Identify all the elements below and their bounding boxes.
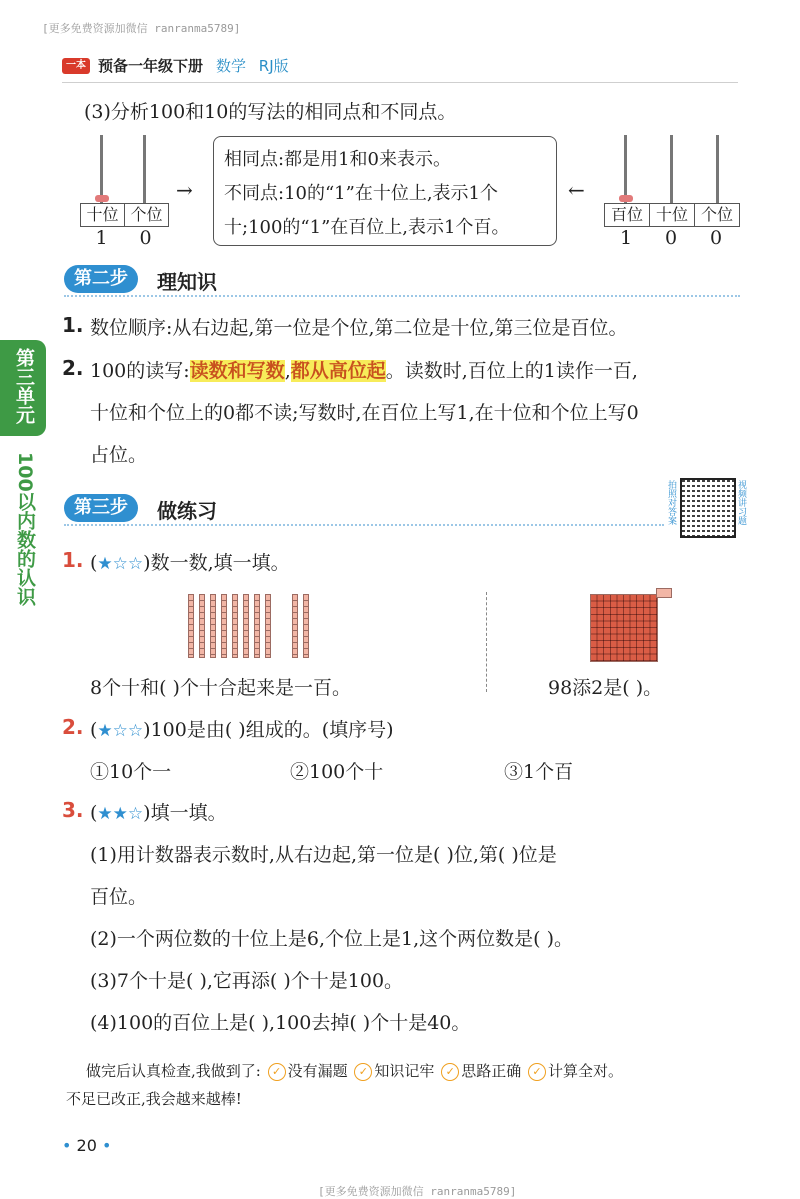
self-check-line2: 不足已改正,我会越来越棒! — [66, 1090, 242, 1108]
knowledge-item-2 — [90, 356, 638, 383]
self-check — [86, 1060, 623, 1081]
question-number: 3. — [62, 798, 84, 822]
q3-sub-2: (2)一个两位数的十位上是6,个位上是1,这个两位数是( )。 — [90, 928, 574, 950]
knowledge-number: 2. — [62, 356, 84, 380]
abacus-bead — [95, 195, 109, 202]
self-check-item: 思路正确 — [461, 1062, 522, 1080]
analysis-line: 不同点:10的“1”在十位上,表示1个 — [224, 183, 498, 204]
knowledge-number: 1. — [62, 313, 84, 337]
abacus-digit: 1 — [619, 227, 633, 249]
q3-sub-3: (3)7个十是( ),它再添( )个十是100。 — [90, 970, 404, 992]
step2-title: 理知识 — [157, 270, 217, 294]
question-1: (★☆☆)数一数,填一填。 — [90, 552, 290, 574]
q2-option[interactable]: ③1个百 — [504, 761, 574, 783]
knowledge-item-1: 数位顺序:从右边起,第一位是个位,第二位是十位,第三位是百位。 — [90, 317, 628, 339]
page-dot-icon: • — [62, 1136, 72, 1155]
knowledge-text: 。读数时,百位上的1读作一百, — [385, 360, 638, 382]
question-prompt: 数一数,填一填。 — [150, 552, 290, 574]
unit-tab — [0, 340, 46, 436]
edition-label: RJ版 — [258, 57, 289, 75]
knowledge-item-2-line3: 占位。 — [90, 444, 148, 466]
question-2: (★☆☆)100是由( )组成的。(填序号) — [90, 719, 394, 741]
knowledge-text: , — [284, 360, 291, 382]
step3-title: 做练习 — [157, 499, 217, 523]
q3-sub-1-line2: 百位。 — [90, 886, 148, 908]
check-icon: ✓ — [268, 1063, 286, 1081]
book-title: 预备一年级下册 — [98, 57, 204, 75]
self-check-item: 知识记牢 — [374, 1062, 435, 1080]
q3-sub-1: (1)用计数器表示数时,从右边起,第一位是( )位,第( )位是 — [90, 844, 557, 866]
abacus-left — [80, 135, 170, 247]
qr-code-icon[interactable] — [680, 478, 736, 538]
abacus-rod — [143, 135, 146, 205]
abacus-rod — [670, 135, 673, 205]
ten-rods-figure — [188, 594, 328, 660]
self-check-item: 没有漏题 — [287, 1062, 348, 1080]
single-cubes-figure — [656, 588, 672, 598]
difficulty-stars: ★☆☆ — [97, 721, 144, 741]
abacus-digit: 0 — [709, 227, 723, 249]
abacus-right — [604, 135, 740, 247]
q3-sub-4: (4)100的百位上是( ),100去掉( )个十是40。 — [90, 1012, 471, 1034]
check-icon: ✓ — [441, 1063, 459, 1081]
qr-caption-right: 视频讲习题 — [736, 480, 746, 525]
question-number: 2. — [62, 715, 84, 739]
qr-caption-left: 拍照对答案 — [666, 480, 676, 525]
check-icon: ✓ — [528, 1063, 546, 1081]
analysis-line: 十;100的“1”在百位上,表示1个百。 — [224, 217, 510, 238]
highlight-text: 读数和写数 — [189, 360, 285, 382]
highlight-text: 都从高位起 — [290, 360, 386, 382]
arrow-left-icon: ← — [568, 178, 585, 202]
part3-heading: (3)分析100和10的写法的相同点和不同点。 — [84, 101, 457, 123]
watermark-top: [更多免费资源加微信 ranranma5789] — [42, 22, 241, 35]
hundred-block-figure — [590, 594, 658, 662]
question-prompt: 填一填。 — [150, 802, 227, 824]
question-3: (★★☆)填一填。 — [90, 802, 227, 824]
step3-divider — [64, 524, 664, 526]
page-number — [62, 1136, 111, 1155]
self-check-item: 计算全对。 — [548, 1062, 624, 1080]
arrow-right-icon: → — [176, 178, 193, 202]
q1-left-caption: 8个十和( )个十合起来是一百。 — [90, 677, 351, 699]
subject-label: 数学 — [216, 57, 247, 75]
knowledge-item-2-line2: 十位和个位上的0都不读;写数时,在百位上写1,在十位和个位上写0 — [90, 402, 639, 424]
page-number-value: 20 — [76, 1136, 97, 1155]
place-label: 十位 — [649, 203, 695, 227]
abacus-bead — [619, 195, 633, 202]
figure-divider — [486, 592, 487, 692]
q2-option[interactable]: ②100个十 — [290, 761, 384, 783]
place-label: 个位 — [694, 203, 740, 227]
abacus-digit: 0 — [664, 227, 678, 249]
book-badge: 一本 — [62, 58, 90, 74]
place-label: 百位 — [604, 203, 650, 227]
knowledge-text: 100的读写: — [90, 360, 190, 382]
question-prompt: 100是由( )组成的。(填序号) — [150, 719, 394, 741]
abacus-rod — [716, 135, 719, 205]
page-dot-icon: • — [101, 1136, 112, 1155]
analysis-line: 相同点:都是用1和0来表示。 — [224, 149, 451, 170]
header-divider — [62, 82, 738, 83]
difficulty-stars: ★☆☆ — [97, 554, 144, 574]
difficulty-stars: ★★☆ — [97, 804, 144, 824]
watermark-bottom: [更多免费资源加微信 ranranma5789] — [318, 1185, 517, 1198]
place-label: 个位 — [124, 203, 169, 227]
place-label: 十位 — [80, 203, 125, 227]
step2-divider — [64, 295, 740, 297]
q1-right-caption: 98添2是( )。 — [548, 677, 663, 699]
step2-label: 第二步 — [64, 265, 138, 293]
unit-tab-label: 第三单元 — [13, 348, 35, 424]
question-number: 1. — [62, 548, 84, 572]
abacus-digit: 1 — [95, 227, 108, 249]
unit-topic: 100以内数的认识 — [14, 452, 36, 606]
check-icon: ✓ — [354, 1063, 372, 1081]
abacus-digit: 0 — [139, 227, 152, 249]
q2-option[interactable]: ①10个一 — [90, 761, 172, 783]
step3-label: 第三步 — [64, 494, 138, 522]
book-subject — [216, 55, 289, 76]
self-check-intro: 做完后认真检查,我做到了: — [86, 1062, 261, 1080]
analysis-box — [213, 136, 557, 246]
